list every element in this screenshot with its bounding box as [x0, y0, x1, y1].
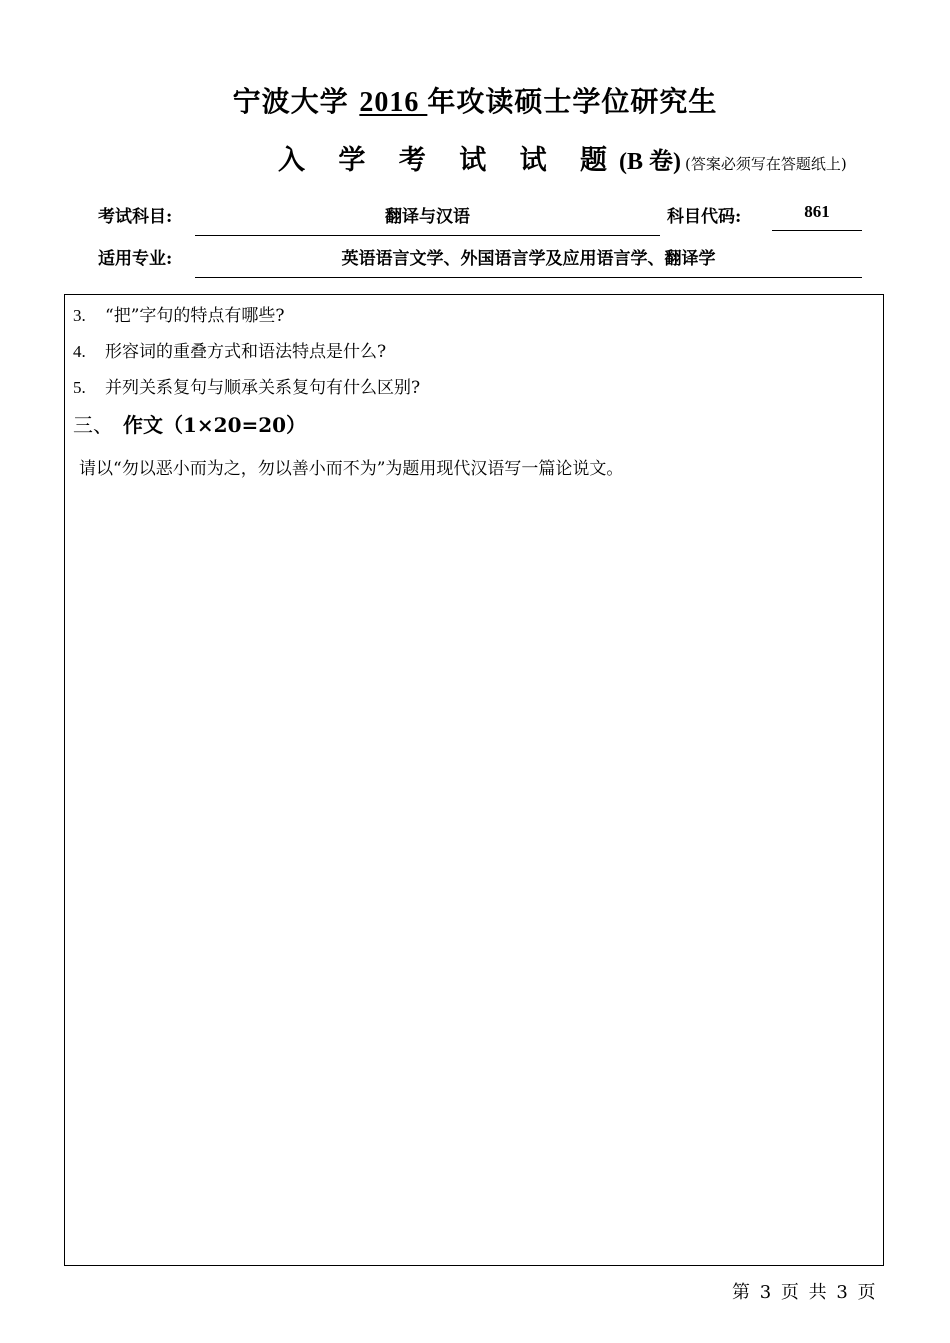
question-item [73, 337, 386, 362]
question-box [64, 294, 884, 1266]
question-number: 3. [73, 306, 86, 325]
page-footer: 第 3 页 共 3 页 [732, 1282, 878, 1303]
exam-title-line2 [278, 138, 847, 177]
title-suffix: 年攻读硕士学位研究生 [427, 85, 718, 118]
question-item [73, 373, 420, 398]
answer-note: (答案必须写在答题纸上) [685, 155, 847, 173]
exam-title: 入 学 考 试 试 题 [278, 145, 619, 176]
section-title: 作文（1×20=20） [123, 413, 307, 437]
paper-label: (B 卷) [619, 149, 681, 175]
question-number: 4. [73, 342, 86, 361]
title-year: 2016 [359, 87, 428, 118]
major-label: 适用专业: [98, 249, 173, 269]
question-item [73, 301, 285, 326]
code-label: 科目代码: [667, 207, 742, 227]
subject-value: 翻译与汉语 [195, 202, 660, 236]
question-number: 5. [73, 378, 86, 397]
essay-prompt: 请以“勿以恶小而为之，勿以善小而不为”为题用现代汉语写一篇论说文。 [79, 459, 624, 479]
section-heading [73, 409, 306, 438]
exam-title-line1 [0, 80, 950, 120]
subject-label: 考试科目: [98, 207, 173, 227]
question-text: 并列关系复句与顺承关系复句有什么区别? [105, 378, 421, 398]
section-index: 三、 [73, 413, 113, 437]
major-value: 英语语言文学、外国语言学及应用语言学、翻译学 [195, 244, 862, 278]
question-text: 形容词的重叠方式和语法特点是什么? [105, 342, 387, 362]
title-prefix: 宁波大学 [232, 85, 360, 118]
question-text: “把”字句的特点有哪些? [105, 306, 285, 326]
code-value: 861 [772, 202, 862, 231]
